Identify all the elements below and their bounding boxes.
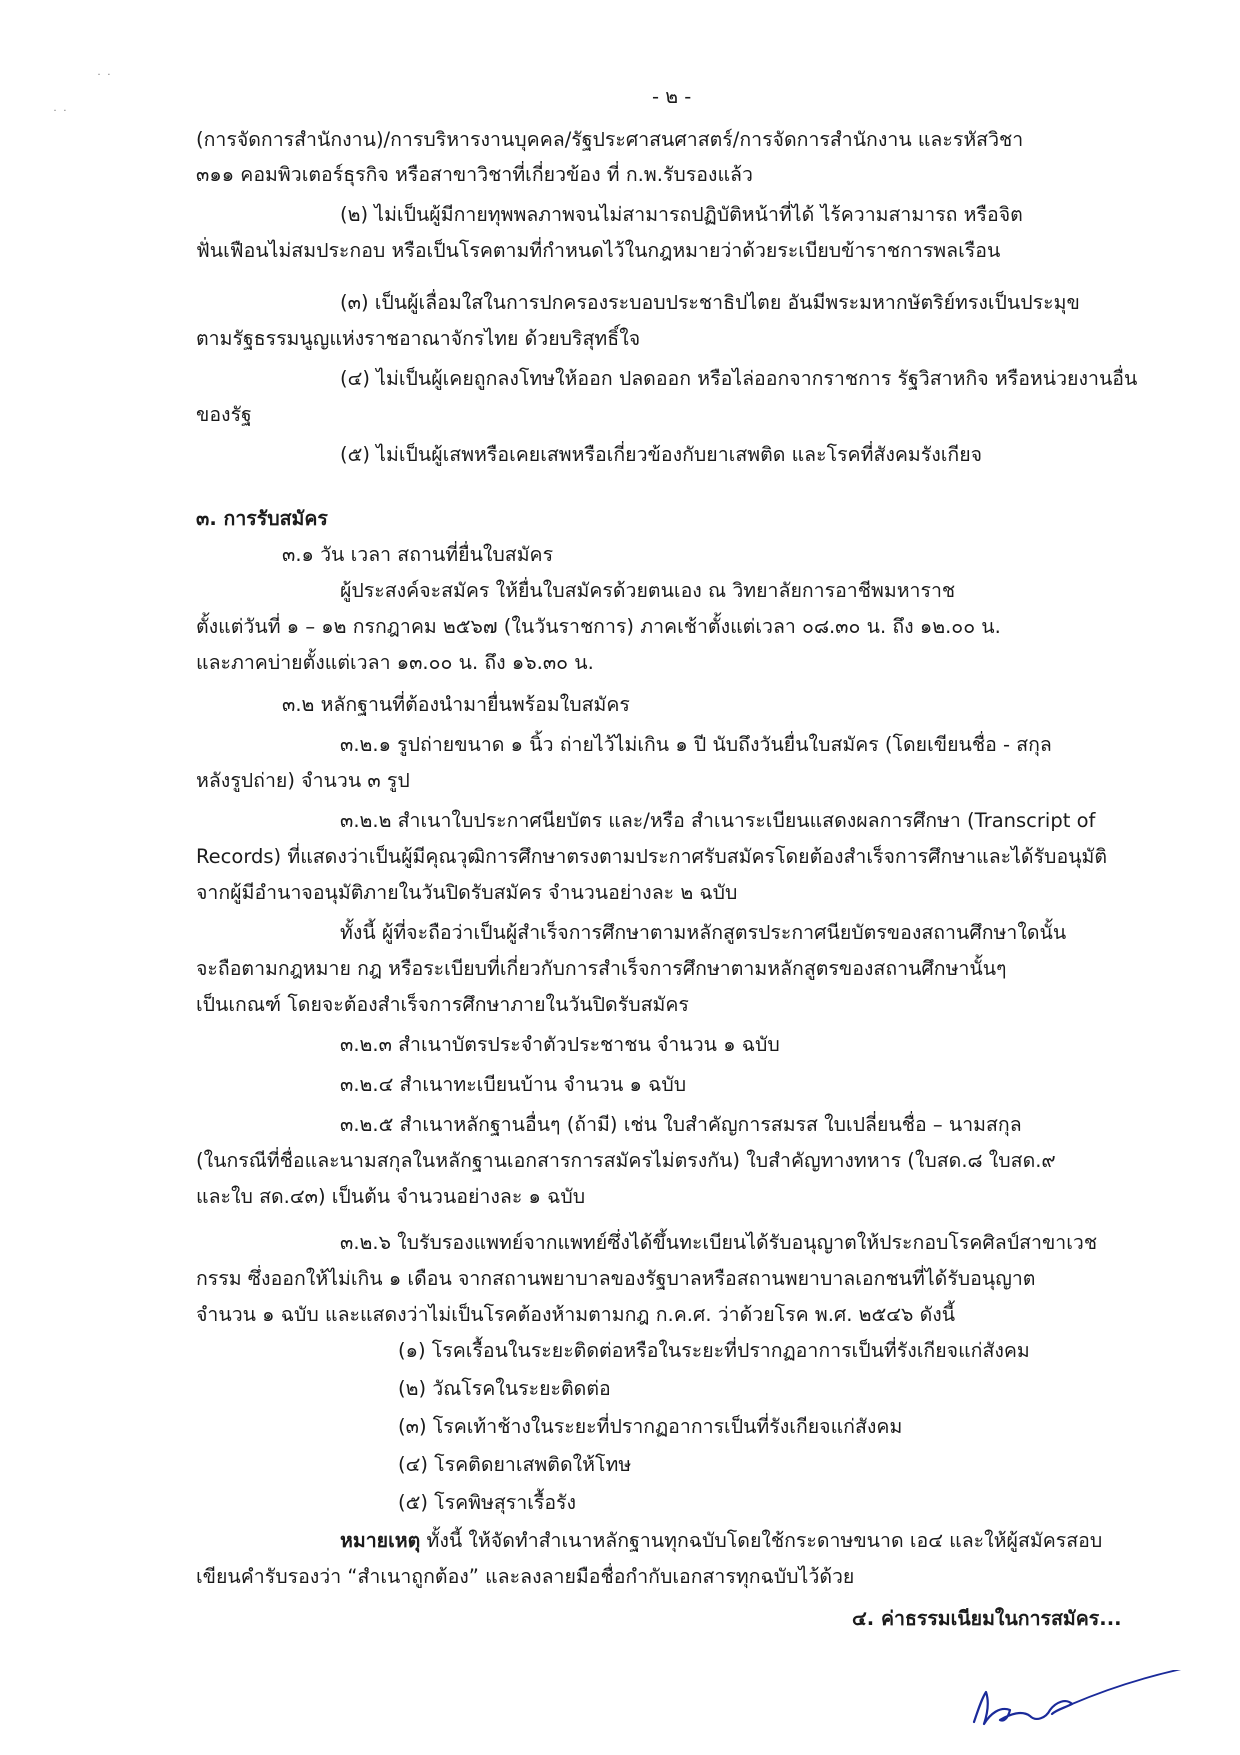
qualification-item-3-cont: ตามรัฐธรรมนูญแห่งราชอาณาจักรไทย ด้วยบริสุทธิ์ใจ (196, 327, 641, 350)
qualification-item-4: (๔) ไม่เป็นผู้เคยถูกลงโทษให้ออก ปลดออก หรือไล่ออกจากราชการ รัฐวิสาหกิจ หรือหน่วยงานอื่น (340, 367, 1138, 390)
scan-speck: ˙ ˙ (96, 72, 112, 86)
note-line: ทั้งนี้ ผู้ที่จะถือว่าเป็นผู้สำเร็จการศึกษาตามหลักสูตรประกาศนียบัตรของสถานศึกษาใดนั้น (340, 921, 1067, 944)
requirement-item-cont: Records) ที่แสดงว่าเป็นผู้มีคุณวุฒิการศึกษาตรงตามประกาศรับสมัครโดยต้องสำเร็จการศึกษาและได้รับอนุมัติ (196, 845, 1107, 868)
remark-text: ทั้งนี้ ให้จัดทำสำเนาหลักฐานทุกฉบับโดยใช้กระดาษขนาด เอ๔ และให้ผู้สมัครสอบ (426, 1529, 1103, 1552)
requirement-item-cont: จำนวน ๑ ฉบับ และแสดงว่าไม่เป็นโรคต้องห้ามตามกฎ ก.ค.ศ. ว่าด้วยโรค พ.ศ. ๒๕๔๖ ดังนี้ (196, 1303, 956, 1326)
continuation-note: ๔. ค่าธรรมเนียมในการสมัคร... (852, 1607, 1122, 1630)
paragraph-line: และภาคบ่ายตั้งแต่เวลา ๑๓.๐๐ น. ถึง ๑๖.๓๐ น. (196, 651, 594, 674)
page-number: - ๒ - (652, 85, 692, 108)
qualification-item-4-cont: ของรัฐ (196, 403, 252, 426)
note-line: จะถือตามกฎหมาย กฎ หรือระเบียบที่เกี่ยวกับการสำเร็จการศึกษาตามหลักสูตรของสถานศึกษานั้นๆ (196, 957, 1007, 980)
disease-item: (๓) โรคเท้าช้างในระยะที่ปรากฏอาการเป็นที่รังเกียจแก่สังคม (398, 1415, 903, 1438)
qualification-item-3: (๓) เป็นผู้เลื่อมใสในการปกครองระบอบประชาธิปไตย อันมีพระมหากษัตริย์ทรงเป็นประมุข (340, 291, 1080, 314)
qualification-line: ๓๑๑ คอมพิวเตอร์ธุรกิจ หรือสาขาวิชาที่เกี่ยวข้อง ที่ ก.พ.รับรองแล้ว (196, 163, 753, 186)
disease-item: (๒) วัณโรคในระยะติดต่อ (398, 1377, 611, 1400)
requirement-item-cont: (ในกรณีที่ชื่อและนามสกุลในหลักฐานเอกสารการสมัครไม่ตรงกัน) ใบสำคัญทางทหาร (ใบสด.๘ ใบสด.๙ (196, 1149, 1056, 1172)
section-heading: ๓. การรับสมัคร (196, 507, 328, 530)
scan-speck: ˙ ˙ (52, 108, 68, 122)
signature (960, 1670, 1190, 1730)
disease-item: (๕) โรคพิษสุราเรื้อรัง (398, 1491, 577, 1514)
subsection-title: ๓.๑ วัน เวลา สถานที่ยื่นใบสมัคร (282, 543, 554, 566)
remark-line (340, 1526, 1102, 1556)
remark-label: หมายเหตุ (340, 1529, 421, 1552)
requirement-item: ๓.๒.๕ สำเนาหลักฐานอื่นๆ (ถ้ามี) เช่น ใบสำคัญการสมรส ใบเปลี่ยนชื่อ – นามสกุล (340, 1113, 1022, 1136)
requirement-item: ๓.๒.๔ สำเนาทะเบียนบ้าน จำนวน ๑ ฉบับ (340, 1073, 687, 1096)
disease-item: (๔) โรคติดยาเสพติดให้โทษ (398, 1453, 632, 1476)
requirement-item-cont: จากผู้มีอำนาจอนุมัติภายในวันปิดรับสมัคร จำนวนอย่างละ ๒ ฉบับ (196, 881, 738, 904)
disease-item: (๑) โรคเรื้อนในระยะติดต่อหรือในระยะที่ปรากฏอาการเป็นที่รังเกียจแก่สังคม (398, 1339, 1030, 1362)
requirement-item: ๓.๒.๖ ใบรับรองแพทย์จากแพทย์ซึ่งได้ขึ้นทะเบียนได้รับอนุญาตให้ประกอบโรคศิลป์สาขาเวช (340, 1231, 1098, 1254)
requirement-item-cont: หลังรูปถ่าย) จำนวน ๓ รูป (196, 769, 410, 792)
subsection-title: ๓.๒ หลักฐานที่ต้องนำมายื่นพร้อมใบสมัคร (282, 693, 630, 716)
qualification-item-5: (๕) ไม่เป็นผู้เสพหรือเคยเสพหรือเกี่ยวข้องกับยาเสพติด และโรคที่สังคมรังเกียจ (340, 443, 983, 466)
requirement-item-cont: และใบ สด.๔๓) เป็นต้น จำนวนอย่างละ ๑ ฉบับ (196, 1185, 586, 1208)
qualification-item-2-cont: ฟั่นเฟือนไม่สมประกอบ หรือเป็นโรคตามที่กำหนดไว้ในกฎหมายว่าด้วยระเบียบข้าราชการพลเรือน (196, 239, 1001, 262)
paragraph-line: ตั้งแต่วันที่ ๑ – ๑๒ กรกฎาคม ๒๕๖๗ (ในวันราชการ) ภาคเช้าตั้งแต่เวลา ๐๘.๓๐ น. ถึง ๑๒.๐๐ น. (196, 615, 1001, 638)
requirement-item-cont: กรรม ซึ่งออกให้ไม่เกิน ๑ เดือน จากสถานพยาบาลของรัฐบาลหรือสถานพยาบาลเอกชนที่ได้รับอนุญาต (196, 1267, 1036, 1290)
note-line: เป็นเกณฑ์ โดยจะต้องสำเร็จการศึกษาภายในวันปิดรับสมัคร (196, 993, 689, 1016)
qualification-line: (การจัดการสำนักงาน)/การบริหารงานบุคคล/รัฐประศาสนศาสตร์/การจัดการสำนักงาน และรหัสวิชา (196, 128, 1024, 151)
requirement-item: ๓.๒.๓ สำเนาบัตรประจำตัวประชาชน จำนวน ๑ ฉบับ (340, 1033, 780, 1056)
qualification-item-2: (๒) ไม่เป็นผู้มีกายทุพพลภาพจนไม่สามารถปฏิบัติหน้าที่ได้ ไร้ความสามารถ หรือจิต (340, 203, 1023, 226)
requirement-item: ๓.๒.๑ รูปถ่ายขนาด ๑ นิ้ว ถ่ายไว้ไม่เกิน ๑ ปี นับถึงวันยื่นใบสมัคร (โดยเขียนชื่อ - สกุล (340, 733, 1052, 756)
paragraph-line: ผู้ประสงค์จะสมัคร ให้ยื่นใบสมัครด้วยตนเอง ณ วิทยาลัยการอาชีพมหาราช (340, 579, 956, 602)
remark-line-cont: เขียนคำรับรองว่า “สำเนาถูกต้อง” และลงลายมือชื่อกำกับเอกสารทุกฉบับไว้ด้วย (196, 1565, 855, 1588)
requirement-item: ๓.๒.๒ สำเนาใบประกาศนียบัตร และ/หรือ สำเนาระเบียนแสดงผลการศึกษา (Transcript of (340, 809, 1096, 832)
